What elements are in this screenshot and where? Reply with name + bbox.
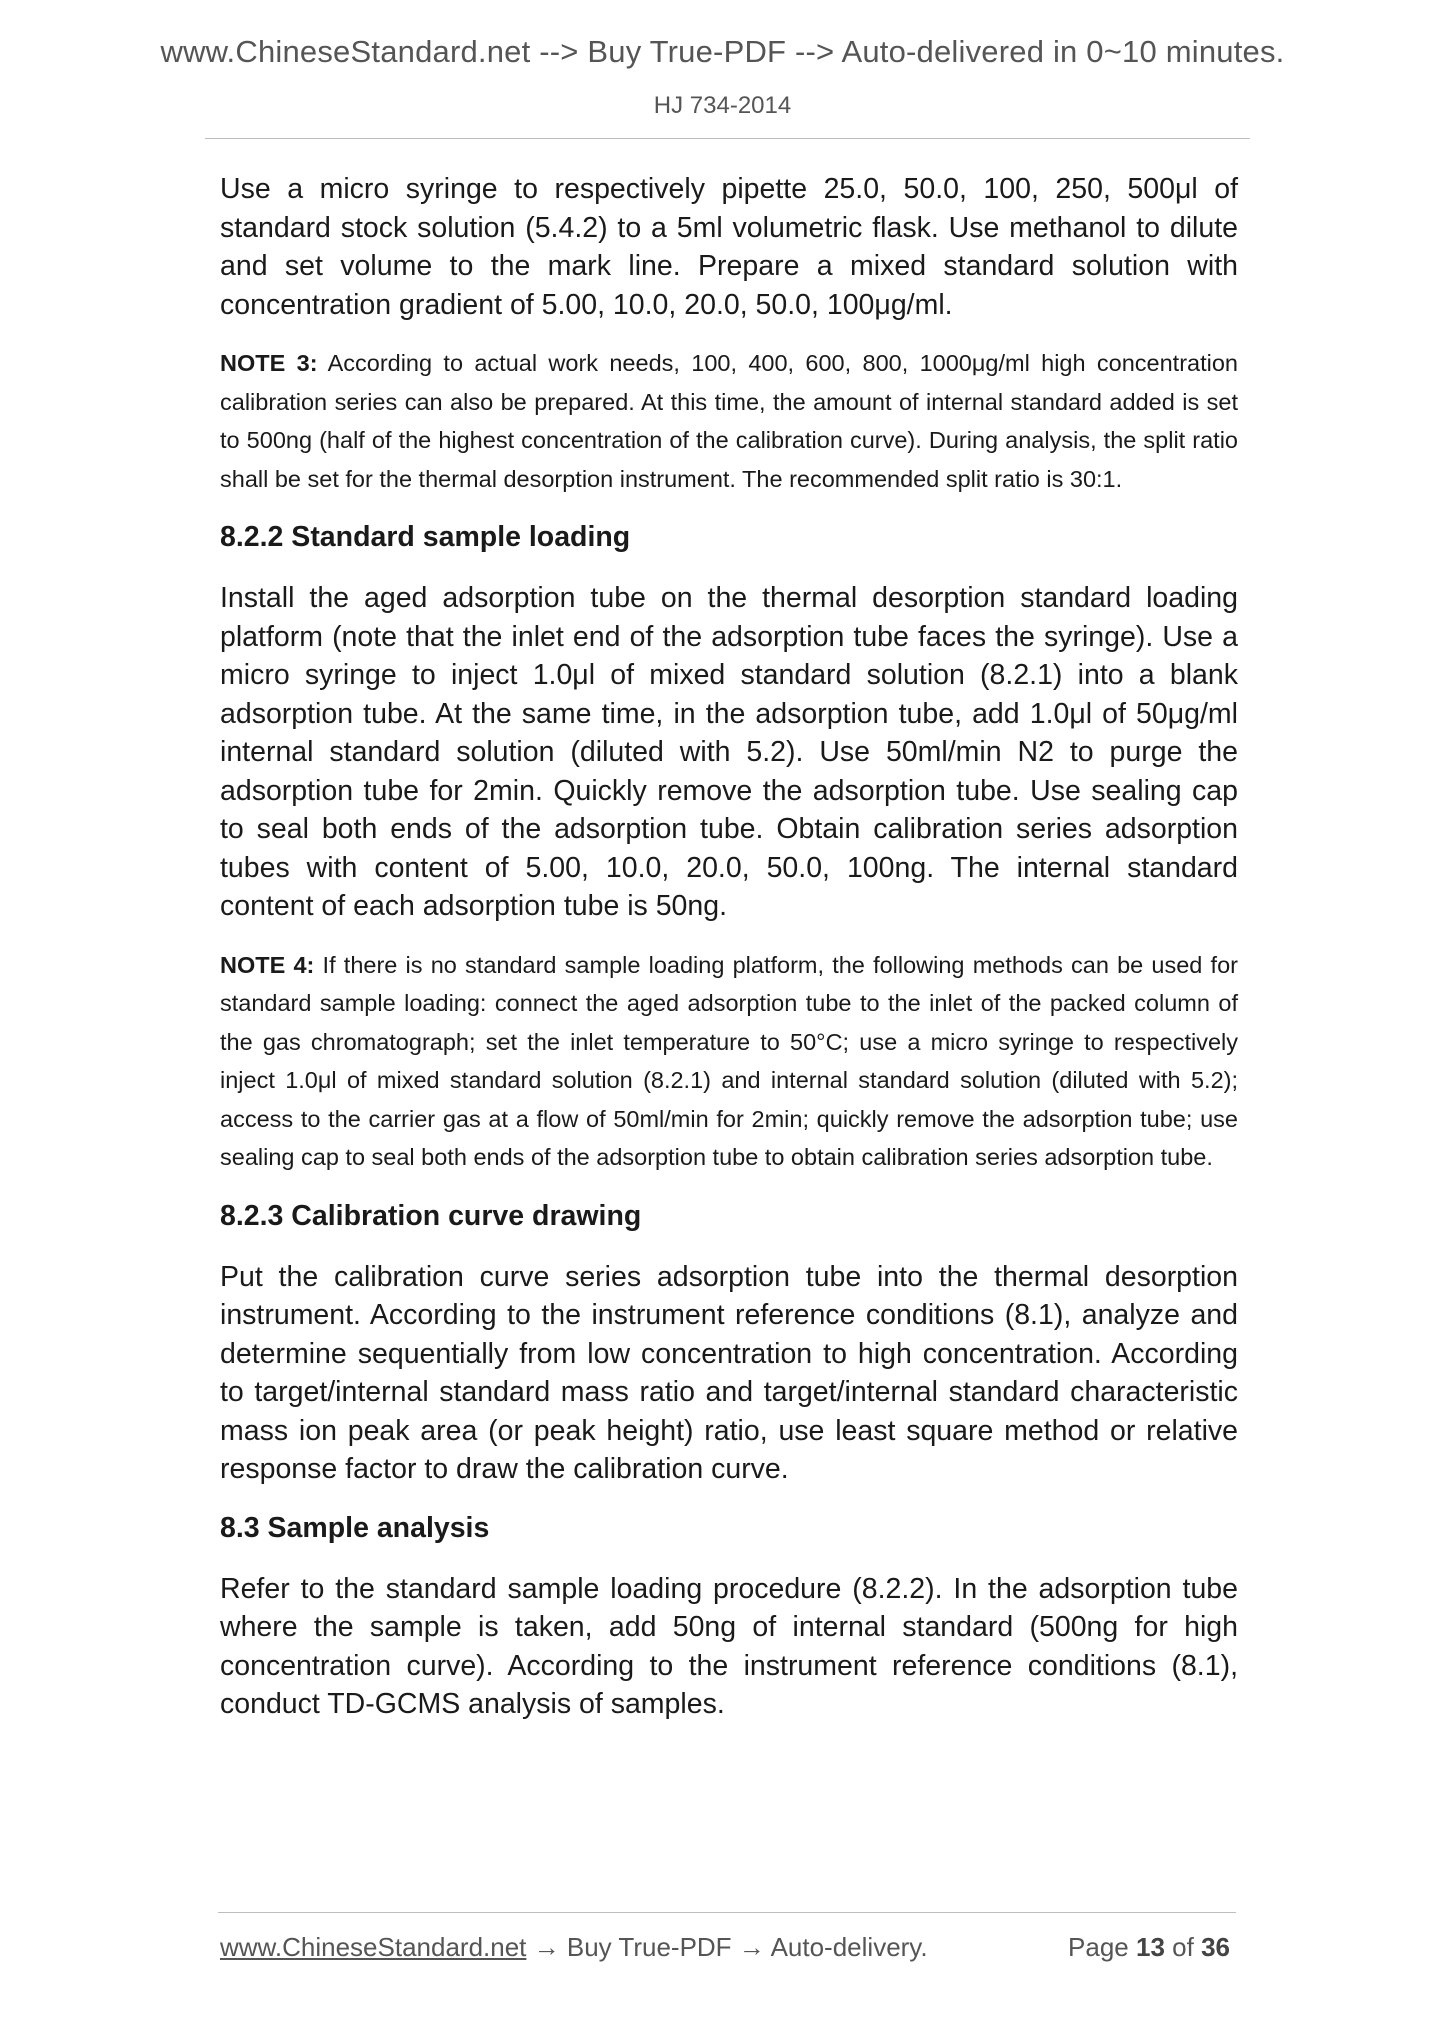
note-4-label: NOTE 4: (220, 951, 315, 978)
document-code: HJ 734-2014 (653, 92, 792, 119)
page-content (220, 170, 1238, 1724)
paragraph-sample-loading: Install the aged adsorption tube on the thermal desorption standard loading platform (note that the inlet end of the adsorption tube faces the syringe). Use a micro syringe to inject 1.0μl of mixed standard solution (8.2.1) into a blank adsorption tube. At the same time, in the adsorption tube, add 1.0μl of 50μg/ml internal standard solution (diluted with 5.2). Use 50ml/min N2 to purge the adsorption tube for 2min. Quickly remove the adsorption tube. Use sealing cap to seal both ends of the adsorption tube. Obtain calibration series adsorption tubes with content of 5.00, 10.0, 20.0, 50.0, 100ng. The internal standard content of each adsorption tube is 50ng. (220, 582, 1238, 922)
note-4 (220, 946, 1238, 1177)
footer-promo (220, 1932, 928, 1963)
note-4-text: If there is no standard sample loading platform, the following methods can be used for standard sample loading: connect the aged adsorption tube to the inlet of the packed column of the gas chromatograph; set the inlet temperature to 50°C; use a micro syringe to respectively inject 1.0μl of mixed standard solution (8.2.1) and internal standard solution (diluted with 5.2); access to the carrier gas at a flow of 50ml/min for 2min; quickly remove the adsorption tube; use sealing cap to seal both ends of the adsorption tube to obtain calibration series adsorption tube. (220, 951, 1238, 1170)
paragraph-calibration-curve: Put the calibration curve series adsorption tube into the thermal desorption instrument. According to the instrument reference conditions (8.1), analyze and determine sequentially from low concentration to high concentration. According to target/internal standard mass ratio and target/internal standard characteristic mass ion peak area (or peak height) ratio, use least square method or relative response factor to draw the calibration curve. (220, 1260, 1238, 1485)
paragraph-standard-solution: Use a micro syringe to respectively pipette 25.0, 50.0, 100, 250, 500μl of standard stock solution (5.4.2) to a 5ml volumetric flask. Use methanol to dilute and set volume to the mark line. Prepare a mixed standard solution with concentration gradient of 5.00, 10.0, 20.0, 50.0, 100μg/ml. (220, 173, 1238, 321)
footer-promo-text: → Buy True-PDF → Auto-delivery. (526, 1932, 928, 1962)
total-pages: 36 (1201, 1932, 1230, 1962)
note-3-text: According to actual work needs, 100, 400, 600, 800, 1000μg/ml high concentration calibration series can also be prepared. At this time, the amount of internal standard added is set to 500ng (half of the highest concentration of the calibration curve). During analysis, the split ratio shall be set for the thermal desorption instrument. The recommended split ratio is 30:1. (220, 350, 1238, 492)
site-banner: www.ChineseStandard.net --> Buy True-PDF --> Auto-delivered in 0~10 minutes. (160, 34, 1285, 69)
page-of-label: of (1172, 1932, 1194, 1962)
footer-divider (218, 1912, 1236, 1913)
paragraph-sample-analysis: Refer to the standard sample loading procedure (8.2.2). In the adsorption tube where the sample is taken, add 50ng of internal standard (500ng for high concentration curve). According to the instrument reference conditions (8.1), conduct TD-GCMS analysis of samples. (220, 1572, 1238, 1720)
current-page: 13 (1136, 1932, 1165, 1962)
section-heading-8-3: 8.3 Sample analysis (220, 1511, 490, 1544)
note-3-label: NOTE 3: (220, 350, 318, 376)
page-number (1068, 1932, 1230, 1963)
footer-site-link[interactable]: www.ChineseStandard.net (220, 1932, 527, 1962)
note-3 (220, 344, 1238, 498)
section-heading-8-2-3: 8.2.3 Calibration curve drawing (220, 1199, 642, 1232)
page-label: Page (1068, 1932, 1129, 1962)
section-heading-8-2-2: 8.2.2 Standard sample loading (220, 521, 631, 553)
header-divider (205, 138, 1250, 139)
